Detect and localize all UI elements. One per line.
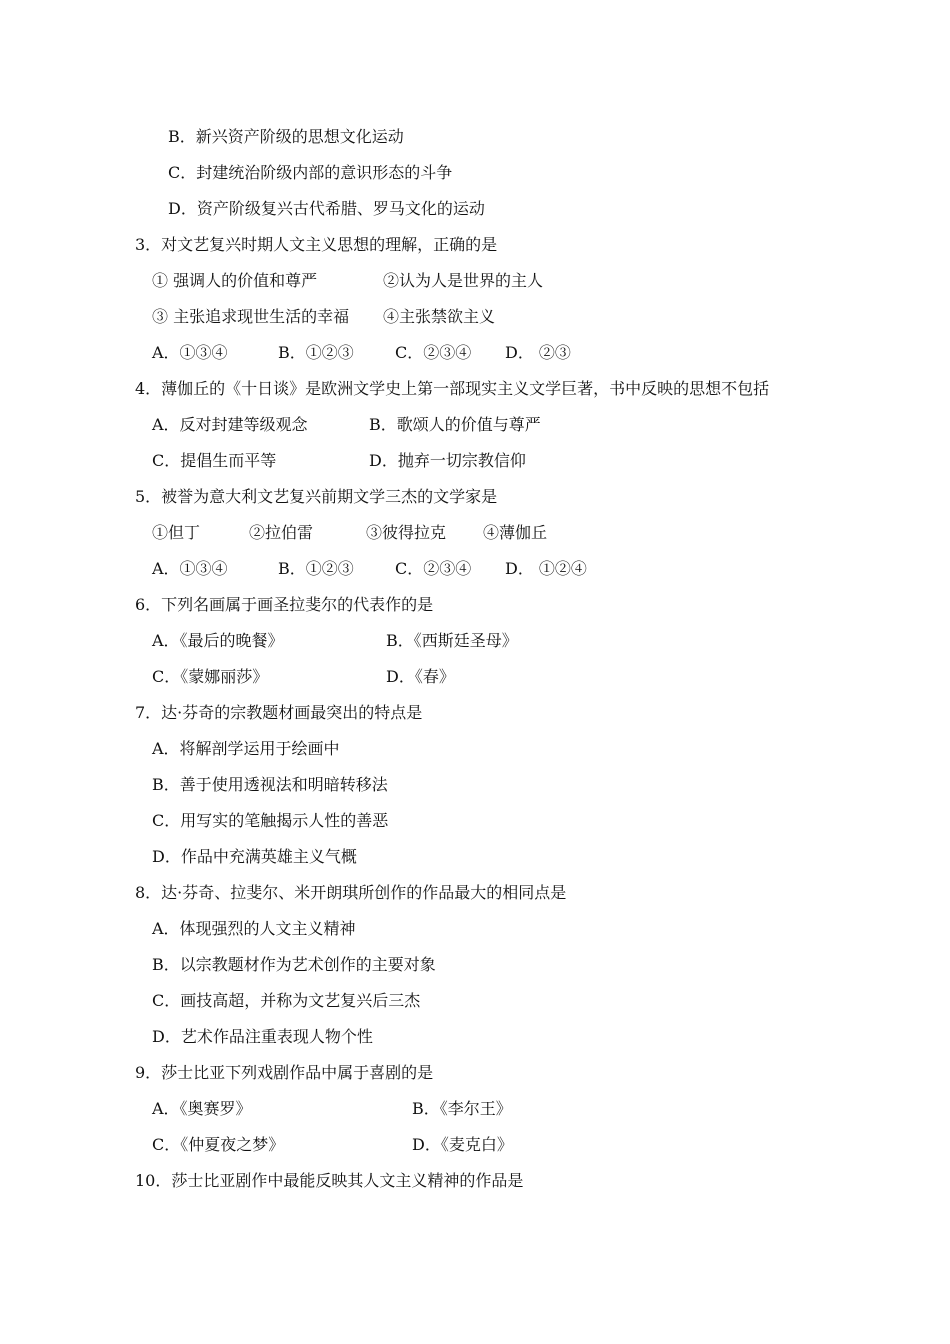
q6-option-c: C．《蒙娜丽莎》 [152, 667, 269, 686]
q9-option-c: C．《仲夏夜之梦》 [152, 1135, 285, 1154]
q3-stem: 3．对文艺复兴时期人文主义思想的理解，正确的是 [135, 235, 498, 254]
q8-option-d: D．艺术作品注重表现人物个性 [152, 1027, 373, 1046]
q7-option-d: D．作品中充满英雄主义气概 [152, 847, 357, 866]
q4-option-d: D．抛弃一切宗教信仰 [369, 451, 526, 470]
q8-option-c: C．画技高超，并称为文艺复兴后三杰 [152, 991, 421, 1010]
q7-option-a: A．将解剖学运用于绘画中 [152, 739, 340, 758]
q10-stem: 10．莎士比亚剧作中最能反映其人文主义精神的作品是 [135, 1171, 524, 1190]
q9-option-b: B．《李尔王》 [412, 1099, 512, 1118]
q5-item-2: ②拉伯雷 [249, 523, 314, 542]
q9-options-row1 [0, 1099, 950, 1119]
q4-option-a: A．反对封建等级观念 [152, 415, 308, 434]
q6-option-a: A．《最后的晚餐》 [152, 631, 284, 650]
q3-item-1: ① 强调人的价值和尊严 [152, 271, 318, 290]
q5-item-1: ①但丁 [152, 523, 201, 542]
q7-option-b: B．善于使用透视法和明暗转移法 [152, 775, 388, 794]
q5-item-4: ④薄伽丘 [483, 523, 548, 542]
q5-stem: 5．被誉为意大利文艺复兴前期文学三杰的文学家是 [135, 487, 498, 506]
q8-stem: 8．达·芬奇、拉斐尔、米开朗琪所创作的作品最大的相同点是 [135, 883, 567, 902]
q5-item-3: ③彼得拉克 [366, 523, 447, 542]
q4-option-c: C．提倡生而平等 [152, 451, 277, 470]
q3-options [0, 343, 950, 363]
q3-option-c: C．②③④ [395, 343, 472, 362]
q3-item-4: ④主张禁欲主义 [383, 307, 496, 326]
q5-items [0, 523, 950, 543]
q6-options-row1 [0, 631, 950, 651]
q7-stem: 7．达·芬奇的宗教题材画最突出的特点是 [135, 703, 423, 722]
q9-stem: 9．莎士比亚下列戏剧作品中属于喜剧的是 [135, 1063, 434, 1082]
q3-items-row1 [0, 271, 950, 291]
q3-item-2: ②认为人是世界的主人 [383, 271, 544, 290]
q4-option-b: B．歌颂人的价值与尊严 [369, 415, 541, 434]
q4-options-row2 [0, 451, 950, 471]
q5-option-c: C．②③④ [395, 559, 472, 578]
q9-option-a: A．《奥赛罗》 [152, 1099, 252, 1118]
q8-option-a: A．体现强烈的人文主义精神 [152, 919, 356, 938]
q2-option-d: D．资产阶级复兴古代希腊、罗马文化的运动 [168, 199, 485, 218]
q3-option-b: B．①②③ [278, 343, 354, 362]
q3-items-row2 [0, 307, 950, 327]
q2-option-b: B．新兴资产阶级的思想文化运动 [168, 127, 404, 146]
q6-stem: 6．下列名画属于画圣拉斐尔的代表作的是 [135, 595, 434, 614]
q6-option-b: B．《西斯廷圣母》 [386, 631, 518, 650]
q6-option-d: D．《春》 [386, 667, 455, 686]
q5-option-b: B．①②③ [278, 559, 354, 578]
q3-option-a: A．①③④ [152, 343, 228, 362]
q7-option-c: C．用写实的笔触揭示人性的善恶 [152, 811, 389, 830]
q5-option-d: D． ①②④ [505, 559, 587, 578]
q2-option-c: C．封建统治阶级内部的意识形态的斗争 [168, 163, 453, 182]
q3-option-d: D． ②③ [505, 343, 571, 362]
q3-item-3: ③ 主张追求现世生活的幸福 [152, 307, 350, 326]
q9-option-d: D．《麦克白》 [412, 1135, 513, 1154]
q8-option-b: B．以宗教题材作为艺术创作的主要对象 [152, 955, 436, 974]
q4-options-row1 [0, 415, 950, 435]
q5-option-a: A．①③④ [152, 559, 228, 578]
q4-stem: 4．薄伽丘的《十日谈》是欧洲文学史上第一部现实主义文学巨著，书中反映的思想不包括 [135, 379, 770, 398]
q9-options-row2 [0, 1135, 950, 1155]
q6-options-row2 [0, 667, 950, 687]
q5-options [0, 559, 950, 579]
